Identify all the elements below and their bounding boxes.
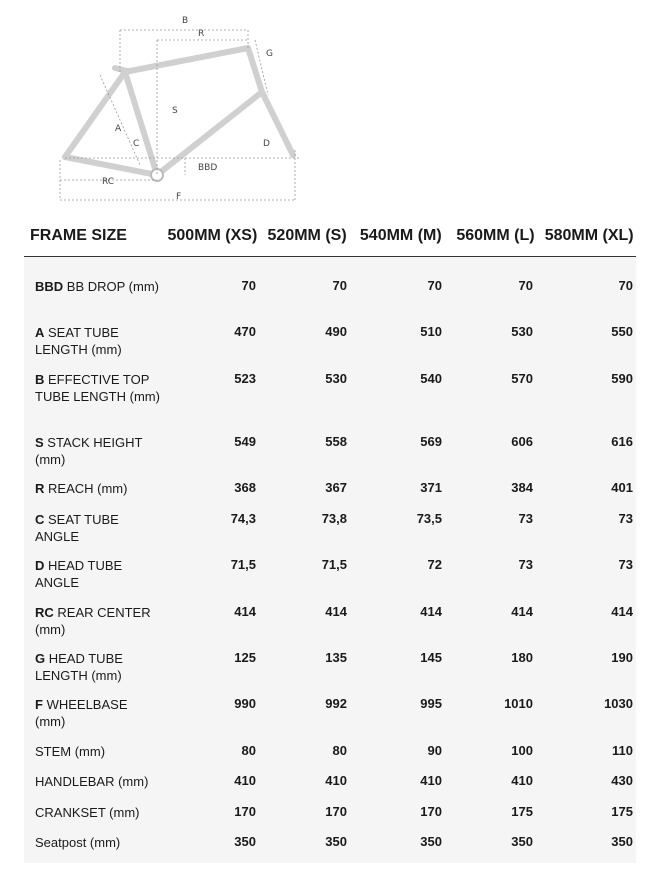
row-code: F bbox=[35, 697, 43, 712]
row-code: B bbox=[35, 372, 45, 387]
row-code: S bbox=[35, 435, 44, 450]
table-cell: 110 bbox=[612, 743, 633, 758]
table-cell: 73,5 bbox=[416, 511, 442, 526]
table-cell: 558 bbox=[325, 434, 347, 449]
table-cell: 371 bbox=[420, 480, 442, 495]
table-cell: 350 bbox=[420, 834, 442, 849]
table-cell: 350 bbox=[234, 834, 256, 849]
table-cell: 530 bbox=[325, 371, 347, 386]
table-cell: 430 bbox=[611, 773, 633, 788]
dim-label-b: B bbox=[182, 16, 189, 26]
dim-label-a: A bbox=[115, 124, 122, 134]
size-heading-m: 540MM (M) bbox=[359, 227, 442, 244]
table-cell: 410 bbox=[511, 773, 533, 788]
row-label-text: HANDLEBAR (mm) bbox=[35, 774, 149, 789]
table-cell: 616 bbox=[611, 434, 633, 449]
table-cell: 410 bbox=[325, 773, 347, 788]
bike-frame bbox=[65, 48, 293, 175]
dim-label-s: S bbox=[172, 106, 178, 116]
table-cell: 70 bbox=[332, 278, 347, 293]
table-cell: 414 bbox=[420, 604, 442, 619]
table-cell: 992 bbox=[325, 696, 347, 711]
table-cell: 384 bbox=[511, 480, 533, 495]
size-heading-l: 560MM (L) bbox=[456, 227, 535, 244]
table-cell: 180 bbox=[511, 650, 533, 665]
table-cell: 71,5 bbox=[230, 557, 256, 572]
row-label-text: WHEELBASE (mm) bbox=[35, 697, 128, 729]
table-cell: 70 bbox=[427, 278, 442, 293]
table-cell: 549 bbox=[234, 434, 256, 449]
row-code: C bbox=[35, 512, 45, 527]
row-label bbox=[35, 557, 161, 591]
table-cell: 570 bbox=[511, 371, 533, 386]
row-label-text: STEM (mm) bbox=[35, 744, 106, 759]
row-label bbox=[35, 511, 161, 545]
table-cell: 80 bbox=[332, 743, 347, 758]
table-cell: 100 bbox=[511, 743, 533, 758]
dim-label-d: D bbox=[263, 139, 270, 149]
row-code: G bbox=[35, 651, 46, 666]
table-cell: 73,8 bbox=[321, 511, 347, 526]
table-cell: 73 bbox=[518, 511, 533, 526]
table-cell: 125 bbox=[234, 650, 256, 665]
row-label bbox=[35, 804, 161, 821]
row-label-text: BB DROP (mm) bbox=[66, 279, 160, 294]
table-cell: 70 bbox=[618, 278, 633, 293]
table-cell: 401 bbox=[611, 480, 633, 495]
table-cell: 530 bbox=[511, 324, 533, 339]
size-heading-s: 520MM (S) bbox=[267, 227, 347, 244]
table-cell: 995 bbox=[420, 696, 442, 711]
table-cell: 410 bbox=[234, 773, 256, 788]
frame-size-heading: FRAME SIZE bbox=[30, 227, 127, 244]
table-cell: 510 bbox=[420, 324, 442, 339]
row-code: A bbox=[35, 325, 45, 340]
row-label-text: HEAD TUBE ANGLE bbox=[35, 558, 123, 590]
dim-label-c: C bbox=[133, 139, 140, 149]
table-cell: 414 bbox=[234, 604, 256, 619]
dim-label-f: F bbox=[176, 192, 182, 202]
table-cell: 73 bbox=[518, 557, 533, 572]
table-cell: 72 bbox=[427, 557, 442, 572]
row-label bbox=[35, 696, 161, 730]
row-code: BBD bbox=[35, 279, 64, 294]
table-cell: 1010 bbox=[504, 696, 533, 711]
table-cell: 71,5 bbox=[321, 557, 347, 572]
row-label bbox=[35, 278, 161, 295]
row-label bbox=[35, 773, 161, 790]
table-cell: 540 bbox=[420, 371, 442, 386]
table-cell: 470 bbox=[234, 324, 256, 339]
row-label bbox=[35, 371, 161, 405]
table-cell: 414 bbox=[511, 604, 533, 619]
dim-label-rc: RC bbox=[102, 177, 115, 187]
row-code: D bbox=[35, 558, 45, 573]
size-heading-xs: 500MM (XS) bbox=[167, 227, 258, 244]
table-header bbox=[24, 216, 636, 257]
row-code: RC bbox=[35, 605, 54, 620]
table-cell: 414 bbox=[611, 604, 633, 619]
table-cell: 490 bbox=[325, 324, 347, 339]
table-cell: 368 bbox=[234, 480, 256, 495]
row-label bbox=[35, 324, 161, 358]
row-label-text: Seatpost (mm) bbox=[35, 835, 121, 850]
table-cell: 70 bbox=[518, 278, 533, 293]
table-cell: 175 bbox=[611, 804, 633, 819]
table-cell: 1030 bbox=[604, 696, 633, 711]
table-cell: 90 bbox=[427, 743, 442, 758]
table-cell: 70 bbox=[241, 278, 256, 293]
table-cell: 410 bbox=[420, 773, 442, 788]
row-label-text: REAR CENTER (mm) bbox=[35, 605, 151, 637]
table-cell: 73 bbox=[618, 557, 633, 572]
table-cell: 990 bbox=[234, 696, 256, 711]
row-code: R bbox=[35, 481, 45, 496]
table-cell: 170 bbox=[420, 804, 442, 819]
table-cell: 367 bbox=[325, 480, 347, 495]
table-cell: 80 bbox=[241, 743, 256, 758]
table-cell: 350 bbox=[511, 834, 533, 849]
table-cell: 135 bbox=[325, 650, 347, 665]
table-cell: 190 bbox=[611, 650, 633, 665]
row-label-text: SEAT TUBE ANGLE bbox=[35, 512, 119, 544]
table-cell: 590 bbox=[611, 371, 633, 386]
table-cell: 414 bbox=[325, 604, 347, 619]
table-cell: 550 bbox=[611, 324, 633, 339]
dim-label-r: R bbox=[198, 29, 205, 39]
table-cell: 606 bbox=[511, 434, 533, 449]
table-cell: 523 bbox=[234, 371, 256, 386]
frame-geometry-diagram bbox=[0, 0, 662, 210]
row-label-text: REACH (mm) bbox=[48, 481, 128, 496]
table-cell: 170 bbox=[325, 804, 347, 819]
row-label-text: SEAT TUBE LENGTH (mm) bbox=[35, 325, 122, 357]
row-label-text: STACK HEIGHT (mm) bbox=[35, 435, 143, 467]
row-label-text: CRANKSET (mm) bbox=[35, 805, 140, 820]
table-cell: 145 bbox=[420, 650, 442, 665]
table-cell: 350 bbox=[611, 834, 633, 849]
table-cell: 73 bbox=[618, 511, 633, 526]
row-label bbox=[35, 604, 161, 638]
row-label bbox=[35, 434, 161, 468]
row-label bbox=[35, 834, 161, 851]
row-label-text: HEAD TUBE LENGTH (mm) bbox=[35, 651, 123, 683]
bottom-bracket bbox=[151, 169, 163, 181]
table-cell: 569 bbox=[420, 434, 442, 449]
dim-label-bbd: BBD bbox=[198, 163, 218, 173]
table-cell: 170 bbox=[234, 804, 256, 819]
row-label bbox=[35, 480, 161, 497]
table-cell: 175 bbox=[511, 804, 533, 819]
size-heading-xl: 580MM (XL) bbox=[544, 227, 634, 244]
table-cell: 350 bbox=[325, 834, 347, 849]
table-cell: 74,3 bbox=[230, 511, 256, 526]
row-label bbox=[35, 743, 161, 760]
row-label-text: EFFECTIVE TOP TUBE LENGTH (mm) bbox=[35, 372, 160, 404]
geometry-table-body bbox=[24, 257, 636, 863]
row-label bbox=[35, 650, 161, 684]
dim-label-g: G bbox=[266, 49, 273, 59]
